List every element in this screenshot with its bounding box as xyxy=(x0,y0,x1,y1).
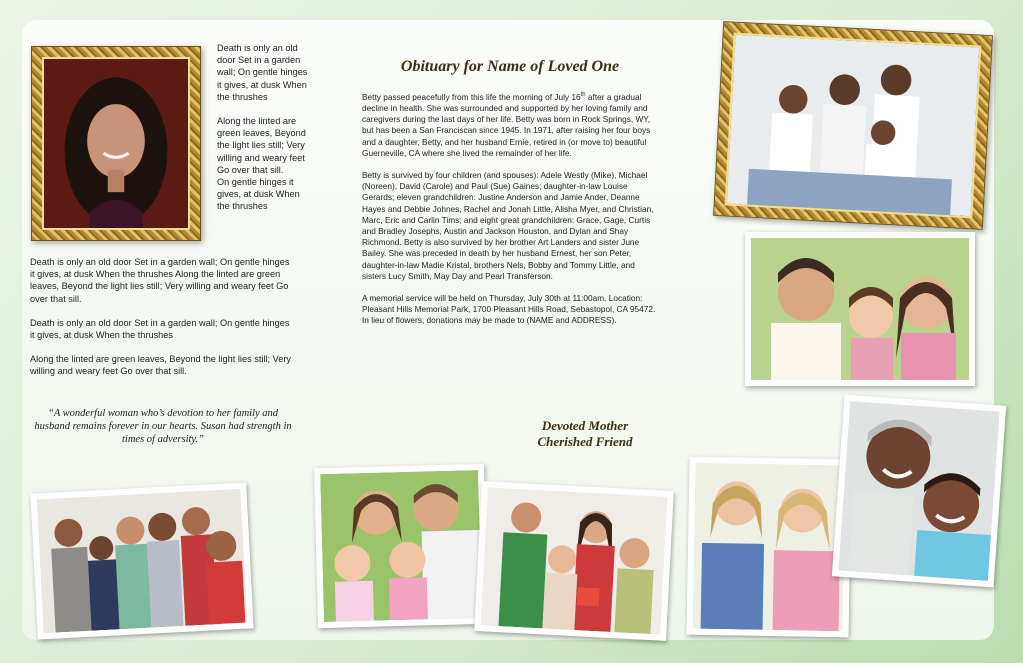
family-photo-frame xyxy=(713,21,993,230)
grandfather-grandson-photo xyxy=(838,401,999,581)
family-with-gift-photo xyxy=(481,487,668,634)
poem-full-stanza-2: Death is only an old door Set in a garden wall; On gentle hinges it gives, at dusk When the thrushes xyxy=(30,317,290,341)
photo-grandfather-grandson xyxy=(832,395,1006,588)
poem-full-column xyxy=(30,256,296,390)
obituary-paragraph-1: Betty passed peacefully from this life the morning of July 16th after a gradual decline in health. She was surrounded and supported by her loving family and caregivers during the last days of her life. Betty was born in Rock Springs, WY, but has been a San Franciscan since 1945. In 1971, after raising her four boys and a daughter, Betty, and her husband Ernie, retired in (or move to) beautiful Guerneville, CA where she lived the remainder of her life. xyxy=(362,91,651,158)
family-photo xyxy=(727,35,980,217)
couple-with-child-photo xyxy=(751,238,969,380)
poem-full-stanza-3: Along the linted are green leaves, Beyond the light lies still; Very willing and weary feet Go over that sill. xyxy=(30,354,291,377)
obituary-title: Obituary for Name of Loved One xyxy=(400,58,620,75)
two-women-photo xyxy=(693,463,846,632)
parents-two-girls-photo xyxy=(320,470,482,622)
obituary-paragraph-3: A memorial service will be held on Thursday, July 30th at 11:00am. Location: Pleasant Hills Memorial Park, 1700 Pleasant Hills Road, Sebastopol, CA 95472. In lieu of flowers, donations may be made to (NAME and ADDRESS). xyxy=(362,293,656,326)
poem-full-stanza-1: Death is only an old door Set in a garden wall; On gentle hinges it gives, at dusk When the thrushes Along the linted are green leaves, Beyond the light lies still; Very willing and weary feet Go over that sill. xyxy=(30,257,290,304)
obituary-body xyxy=(362,90,658,338)
photo-family-with-gift xyxy=(474,481,674,641)
poem-side-column xyxy=(217,42,309,225)
poem-side-stanza-1: Death is only an old door Set in a garden wall; On gentle hinges it gives, at dusk When the thrushes xyxy=(217,43,308,102)
tribute-line-2: Cherished Friend xyxy=(537,434,633,449)
tribute-line-1: Devoted Mother xyxy=(541,418,629,433)
portrait-frame xyxy=(31,46,201,241)
tribute-heading xyxy=(505,418,665,450)
poem-side-stanza-2: Along the linted are green leaves, Beyond the light lies still; Very willing and weary feet Go over that sill. On gentle hinges it gives, at dusk When the thrushes xyxy=(217,116,306,212)
family-group-photo xyxy=(37,489,248,633)
photo-two-women xyxy=(686,457,851,638)
memorial-quote: “A wonderful woman who’s devotion to her family and husband remains forever in our hearts. Susan had strength in times of adversity.” xyxy=(34,408,292,445)
portrait-photo xyxy=(44,59,188,228)
photo-parents-two-girls xyxy=(314,464,488,628)
photo-family-group xyxy=(30,482,253,639)
obituary-paragraph-2: Betty is survived by four children (and spouses): Adele Westly (Mike), Michael (Noreen), David (Carole) and Paul (Sue) Gaines; daughter-in-law Louise Gerards; eleven grandchildren: Justine Anderson and Jamie Ander, Deanne Hayes and Debbie Johnes, Rachel and Jonah Little, Alisha Myer, and Christian, Marc, Eric and Carlin Tims; and eight great grandchildren: Grace, Gage, Curtis and Bradley Josephs, Austin and Jackson Houston, and Dylan and Shay Richmond. Betty is also survived by her brother Art Landers and sister June Bailey. She was preceded in death by her husband Ernest, her son Peter, daughter-in-law Madie Kristal, brothers Nels, Bobby and Tommy Little, and sisters Lucy Smith, May Day and Pearl Transferson. xyxy=(362,169,654,281)
photo-couple-with-child xyxy=(745,232,975,386)
